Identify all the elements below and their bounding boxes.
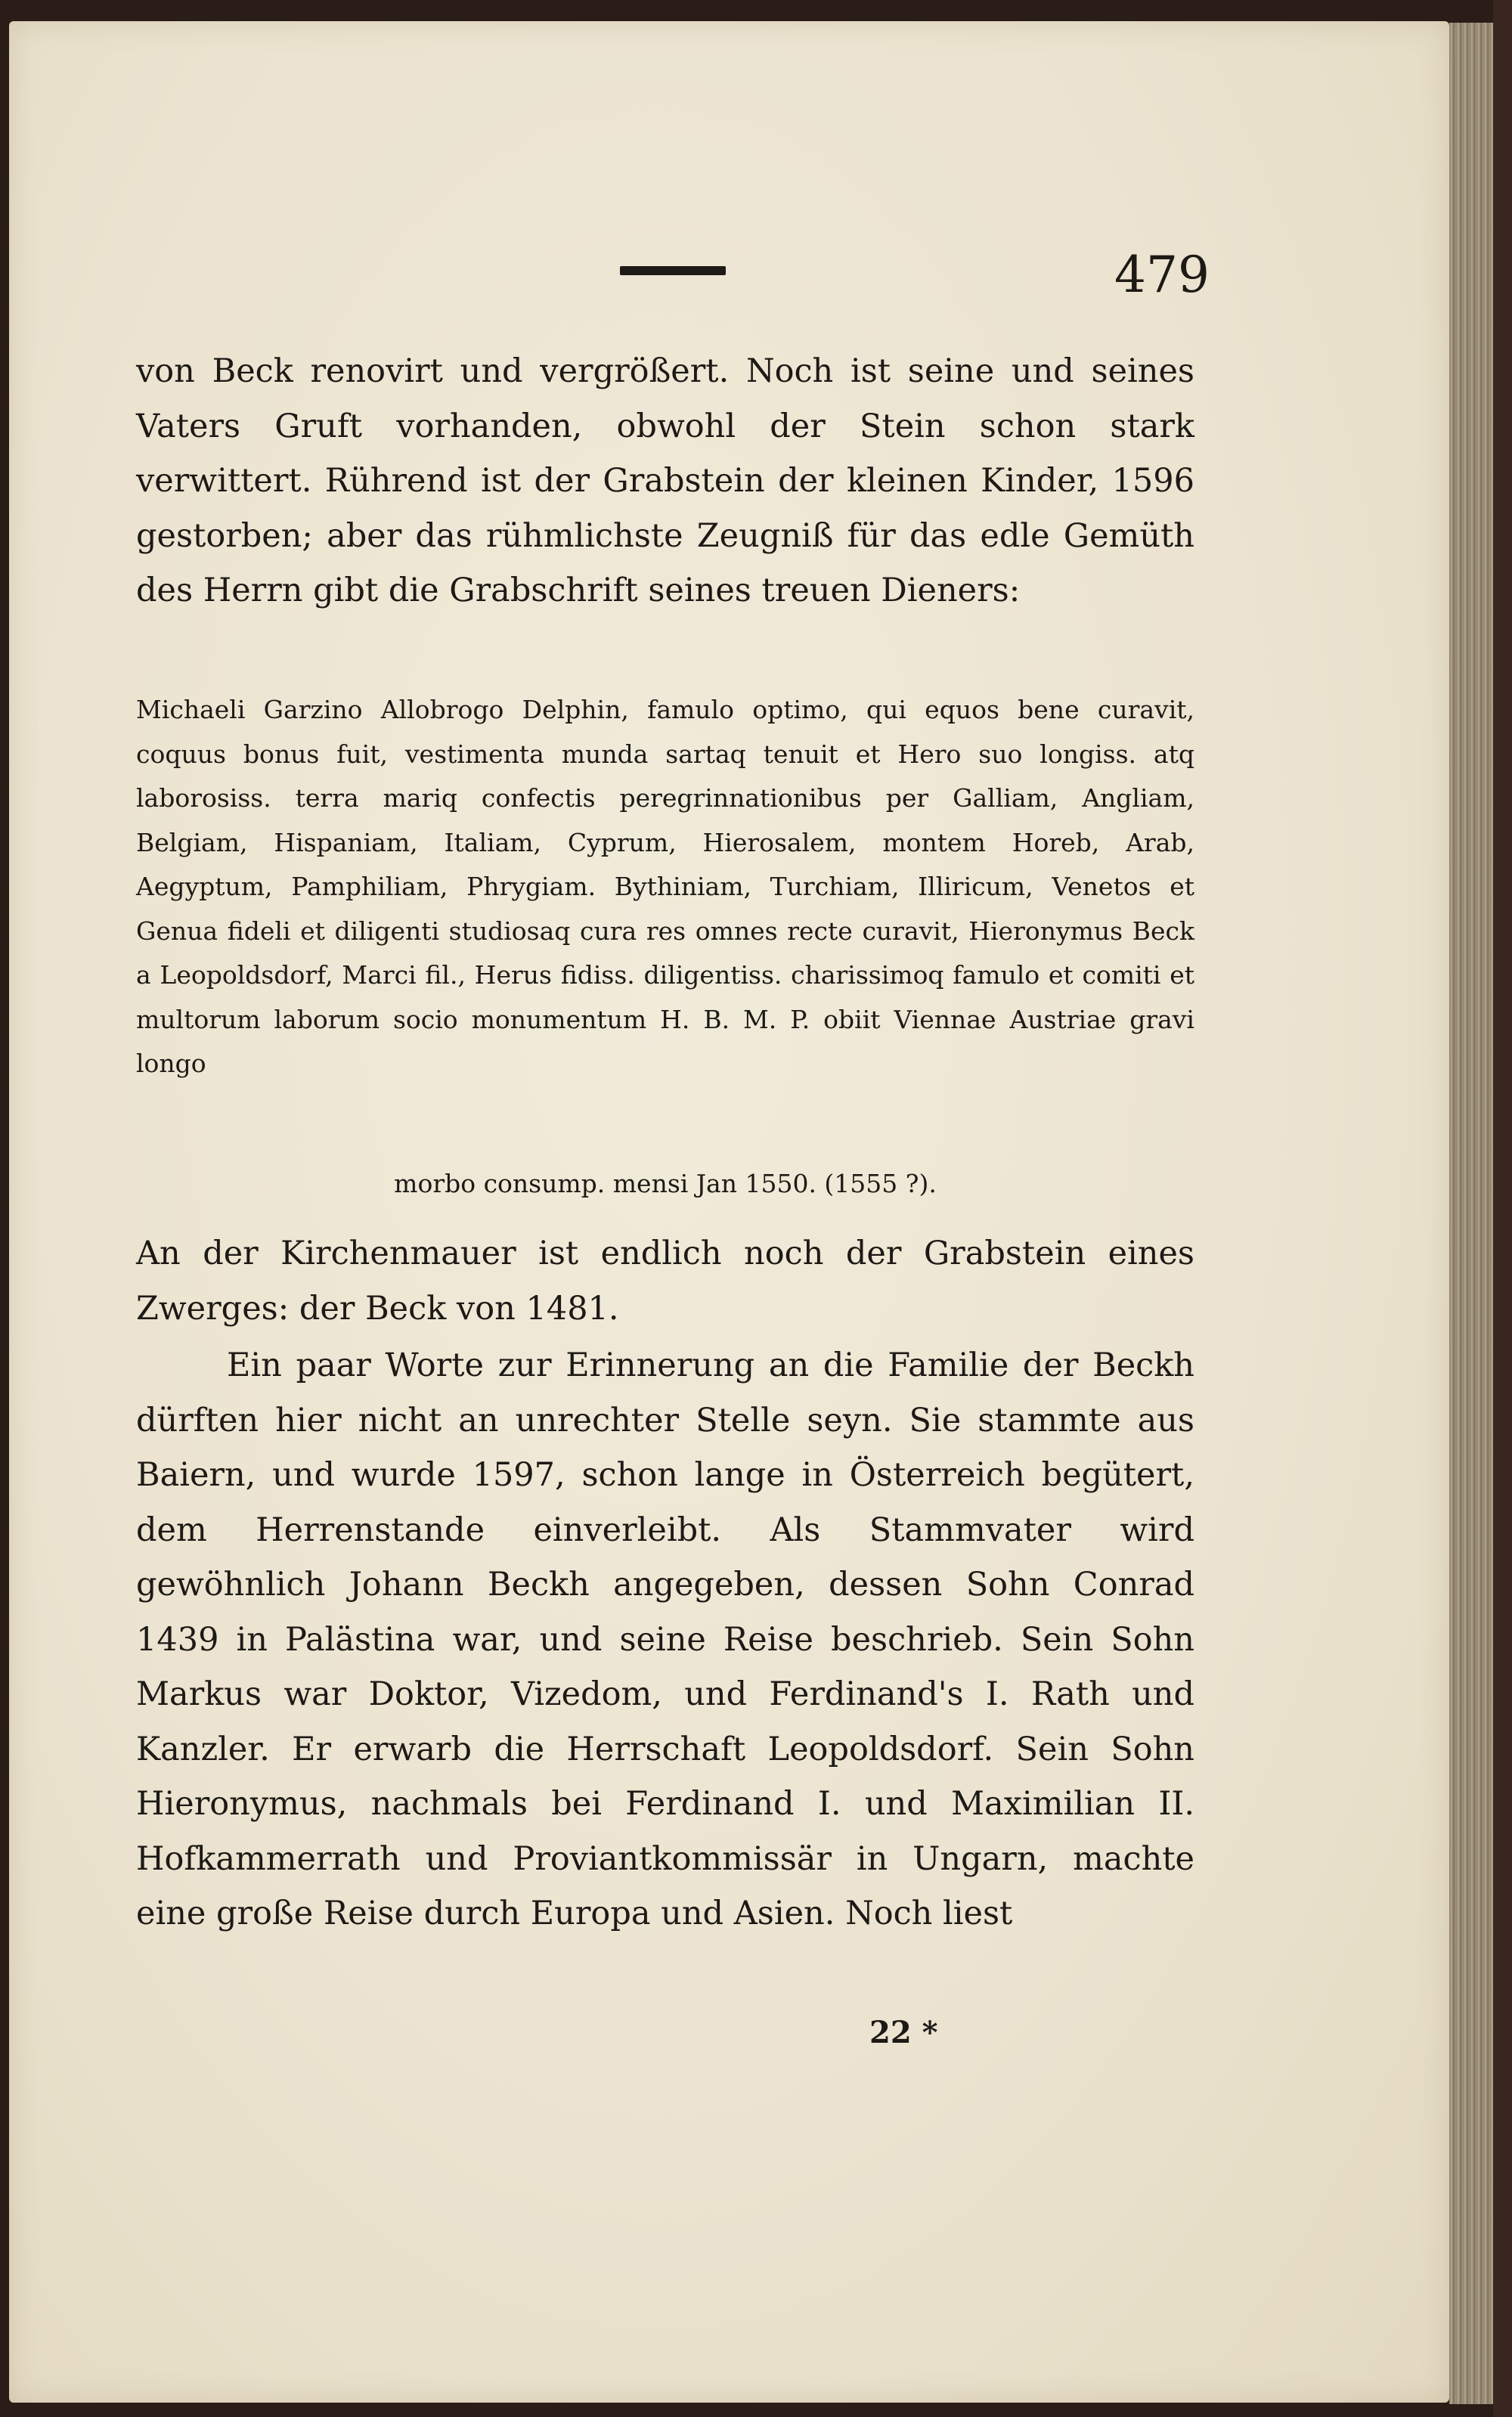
paragraph-1: von Beck renovirt und vergrößert. Noch ist seine und seines Vaters Gruft vorhanden, obwohl der Stein schon stark verwittert. Rührend ist der Grabstein der kleinen Kinder, 1596 gestorben; aber das rühmlichste Zeugniß für das edle Gemüth des Herrn gibt die Grabschrift seines treuen Dieners: [136, 352, 1194, 609]
paragraph-2: An der Kirchenmauer ist endlich noch der Grabstein eines Zwerges: der Beck von 1481. [136, 1235, 1194, 1328]
header-rule [620, 266, 726, 275]
latin-inscription: Michaeli Garzino Allobrogo Delphin, famulo optimo, qui equos bene curavit, coquus bonus fuit, vestimenta munda sartaq tenuit et Hero suo longiss. atq laborosiss. terra mariq confectis peregrinnationibus per Galliam, Angliam, Belgiam, Hispaniam, Italiam, Cyprum, Hierosalem, montem Horeb, Arab, Aegyptum, Pamphiliam, Phrygiam. Bythiniam, Turchiam, Illiricum, Venetos et Genua fideli et diligenti studiosaq cura res omnes recte curavit, Hieronymus Beck a Leopoldsdorf, Marci fil., Herus fidiss. diligentiss. charissimoq famulo et comiti et multorum laborum socio monumentum H. B. M. P. obiit Viennae Austriae gravi longo [136, 695, 1194, 1078]
page-number: 479 [1114, 246, 1210, 304]
page-stack-edge [1449, 23, 1493, 2404]
signature-mark: 22 * [869, 2015, 938, 2050]
latin-inscription-last-line: morbo consump. mensi Jan 1550. (1555 ?). [394, 1169, 937, 1198]
book-cover-edge [1493, 0, 1512, 2417]
paragraph-3: Ein paar Worte zur Erinnerung an die Familie der Beckh dürften hier nicht an unrechter Stelle seyn. Sie stammte aus Baiern, und wurde 1597, schon lange in Österreich begütert, dem Herrenstande einverleibt. Als Stammvater wird gewöhnlich Johann Beckh angegeben, dessen Sohn Conrad 1439 in Palästina war, und seine Reise beschrieb. Sein Sohn Markus war Doktor, Vizedom, und Ferdinand's I. Rath und Kanzler. Er erwarb die Herrschaft Leopoldsdorf. Sein Sohn Hieronymus, nachmals bei Ferdinand I. und Maximilian II. Hofkammerrath und Proviantkommissär in Ungarn, machte eine große Reise durch Europa und Asien. Noch liest [136, 1346, 1194, 1932]
